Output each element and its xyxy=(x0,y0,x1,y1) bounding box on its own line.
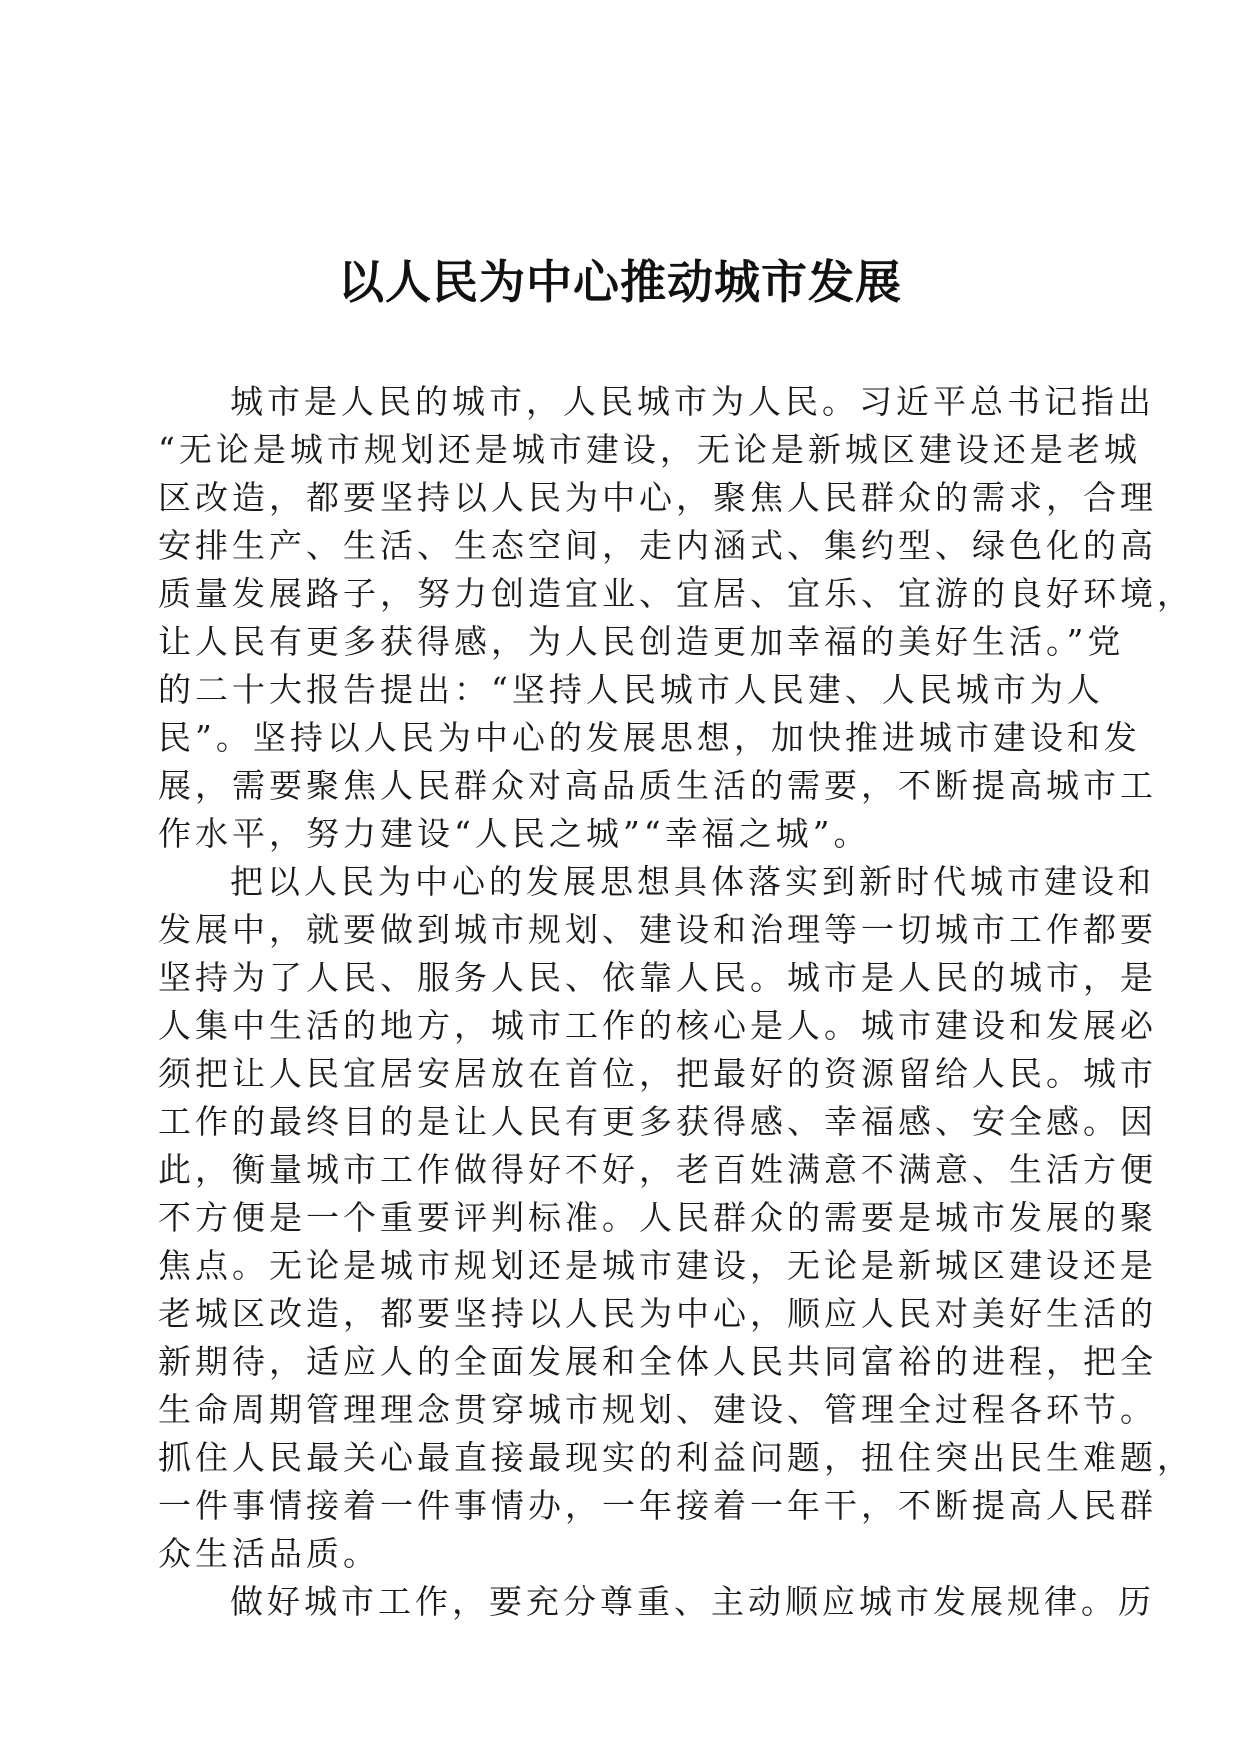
paragraph-line: 安排生产、生活、生态空间，走内涵式、集约型、绿色化的高 xyxy=(158,526,1157,565)
paragraph-line: 把以人民为中心的发展思想具体落实到新时代城市建设和 xyxy=(230,862,1155,901)
paragraph-line: 发展中，就要做到城市规划、建设和治理等一切城市工作都要 xyxy=(158,910,1157,949)
paragraph-line: 做好城市工作，要充分尊重、主动顺应城市发展规律。历 xyxy=(230,1582,1155,1621)
paragraph-line: 生命周期管理理念贯穿城市规划、建设、管理全过程各环节。 xyxy=(158,1390,1157,1429)
paragraph-line: 须把让人民宜居安居放在首位，把最好的资源留给人民。城市 xyxy=(158,1054,1157,1093)
paragraph-line: 区改造，都要坚持以人民为中心，聚焦人民群众的需求，合理 xyxy=(158,478,1157,517)
paragraph-line: 城市是人民的城市，人民城市为人民。习近平总书记指出 xyxy=(230,382,1155,421)
paragraph-line: 一件事情接着一件事情办，一年接着一年干，不断提高人民群 xyxy=(158,1486,1157,1525)
paragraph-line: 新期待，适应人的全面发展和全体人民共同富裕的进程，把全 xyxy=(158,1342,1157,1381)
paragraph-line: 质量发展路子，努力创造宜业、宜居、宜乐、宜游的良好环境， xyxy=(158,574,1194,613)
paragraph-line: “无论是城市规划还是城市建设，无论是新城区建设还是老城 xyxy=(158,430,1141,469)
paragraph-2 xyxy=(158,858,1194,1578)
paragraph-line: 作水平，努力建设“人民之城”“幸福之城”。 xyxy=(158,814,871,853)
paragraph-3 xyxy=(158,1578,1155,1626)
document-body xyxy=(158,378,1194,1626)
paragraph-line: 老城区改造，都要坚持以人民为中心，顺应人民对美好生活的 xyxy=(158,1294,1157,1333)
paragraph-1 xyxy=(158,378,1194,858)
paragraph-line: 众生活品质。 xyxy=(158,1534,380,1573)
paragraph-line: 的二十大报告提出：“坚持人民城市人民建、人民城市为人 xyxy=(158,670,1104,709)
document-title: 以人民为中心推动城市发展 xyxy=(338,255,902,309)
paragraph-line: 此，衡量城市工作做得好不好，老百姓满意不满意、生活方便 xyxy=(158,1150,1157,1189)
paragraph-line: 展，需要聚焦人民群众对高品质生活的需要，不断提高城市工 xyxy=(158,766,1157,805)
paragraph-line: 工作的最终目的是让人民有更多获得感、幸福感、安全感。因 xyxy=(158,1102,1157,1141)
paragraph-line: 人集中生活的地方，城市工作的核心是人。城市建设和发展必 xyxy=(158,1006,1157,1045)
paragraph-line: 民”。坚持以人民为中心的发展思想，加快推进城市建设和发 xyxy=(158,718,1141,757)
paragraph-line: 坚持为了人民、服务人民、依靠人民。城市是人民的城市，是 xyxy=(158,958,1157,997)
paragraph-line: 焦点。无论是城市规划还是城市建设，无论是新城区建设还是 xyxy=(158,1246,1157,1285)
paragraph-line: 让人民有更多获得感，为人民创造更加幸福的美好生活。”党 xyxy=(158,622,1125,661)
paragraph-line: 不方便是一个重要评判标准。人民群众的需要是城市发展的聚 xyxy=(158,1198,1157,1237)
paragraph-line: 抓住人民最关心最直接最现实的利益问题，扭住突出民生难题， xyxy=(158,1438,1194,1477)
